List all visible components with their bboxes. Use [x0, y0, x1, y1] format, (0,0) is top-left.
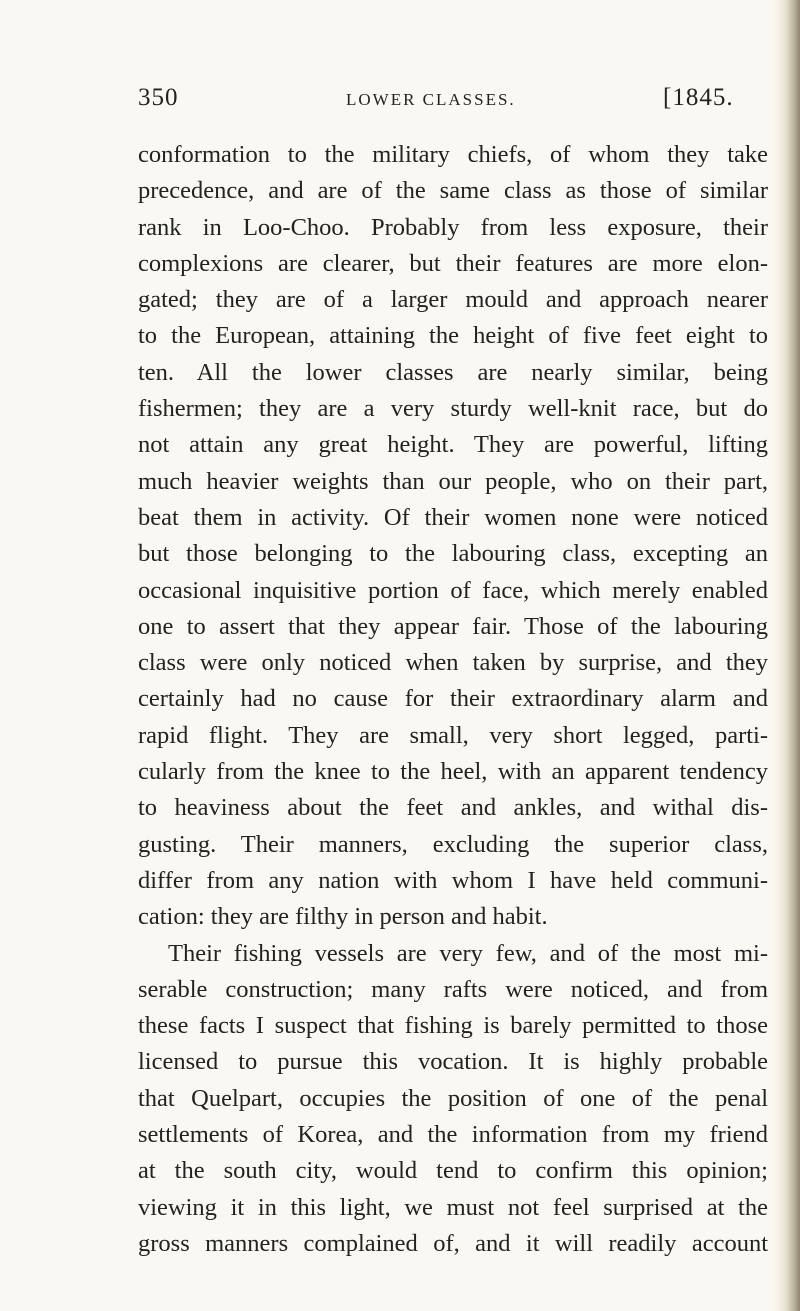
page-edge-shadow	[774, 0, 800, 1311]
text-line: gated; they are of a larger mould and approach nearer	[138, 286, 768, 314]
header-year: [1845.	[663, 84, 734, 111]
text-line: cularly from the knee to the heel, with an apparent tendency	[138, 758, 768, 786]
text-line: class were only noticed when taken by surprise, and they	[138, 649, 768, 677]
text-line: fishermen; they are a very sturdy well-knit race, but do	[138, 395, 768, 423]
text-line: serable construction; many rafts were noticed, and from	[138, 975, 768, 1003]
text-line: much heavier weights than our people, who on their part,	[138, 467, 768, 495]
text-line: ten. All the lower classes are nearly similar, being	[138, 358, 768, 386]
page-number: 350	[138, 84, 179, 111]
text-line: to the European, attaining the height of five feet eight to	[138, 322, 768, 350]
text-line: cation: they are filthy in person and habit.	[138, 903, 548, 931]
text-line: these facts I suspect that fishing is barely permitted to those	[138, 1012, 768, 1040]
text-line: to heaviness about the feet and ankles, and withal dis-	[138, 794, 768, 822]
text-line: one to assert that they appear fair. Those of the labouring	[138, 612, 768, 640]
text-line: not attain any great height. They are powerful, lifting	[138, 431, 768, 459]
text-line: gross manners complained of, and it will readily account	[138, 1229, 768, 1257]
text-line: differ from any nation with whom I have held communi-	[138, 866, 768, 894]
text-line: that Quelpart, occupies the position of one of the penal	[138, 1084, 768, 1112]
text-line: at the south city, would tend to confirm this opinion;	[138, 1157, 768, 1185]
text-line: but those belonging to the labouring class, excepting an	[138, 540, 768, 568]
text-line: licensed to pursue this vocation. It is highly probable	[138, 1048, 768, 1076]
running-head: LOWER CLASSES.	[346, 90, 516, 109]
text-line: gusting. Their manners, excluding the superior class,	[138, 830, 768, 858]
text-line: rank in Loo-Choo. Probably from less exposure, their	[138, 213, 768, 241]
body-text	[138, 137, 768, 1262]
text-line: settlements of Korea, and the information from my friend	[138, 1121, 768, 1149]
text-line: viewing it in this light, we must not feel surprised at the	[138, 1193, 768, 1221]
text-line: beat them in activity. Of their women none were noticed	[138, 503, 768, 531]
text-line: rapid flight. They are small, very short legged, parti-	[138, 721, 768, 749]
page-header	[138, 84, 768, 124]
text-line: conformation to the military chiefs, of whom they take	[138, 141, 768, 168]
text-line: occasional inquisitive portion of face, which merely enabled	[138, 576, 768, 604]
text-line: complexions are clearer, but their features are more elon-	[138, 249, 768, 277]
text-line: certainly had no cause for their extraordinary alarm and	[138, 685, 768, 713]
text-line: Their fishing vessels are very few, and of the most mi-	[168, 939, 768, 967]
text-line: precedence, and are of the same class as those of similar	[138, 177, 768, 205]
